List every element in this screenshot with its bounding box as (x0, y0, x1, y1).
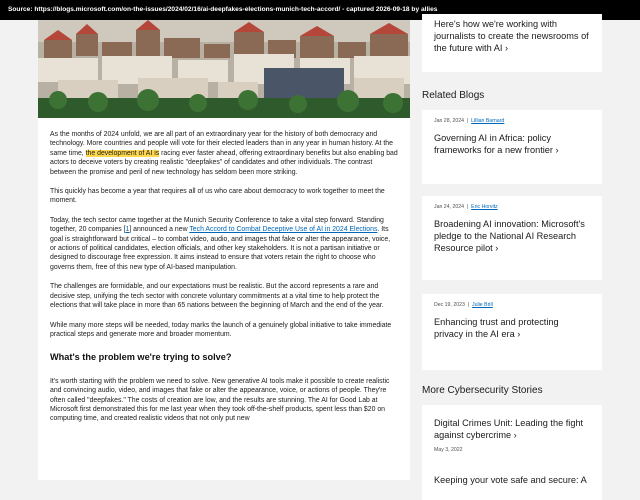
chevron-right-icon: › (513, 430, 517, 441)
reference-link[interactable]: 1 (125, 226, 130, 234)
card-title[interactable]: Keeping your vote safe and secure: A (434, 475, 587, 485)
card-title[interactable]: Enhancing trust and protecting privacy in the AI era (434, 317, 559, 340)
card-title[interactable]: Governing AI in Africa: policy frameworks for a new frontier (434, 133, 553, 156)
story-date: May 3, 2022 (434, 447, 463, 454)
author-link[interactable]: Lillian Barnard (471, 118, 505, 124)
related-blog-card[interactable]: Dec 19, 2023 | Julie Brill Enhancing trust and protecting privacy in the AI era › (422, 294, 602, 370)
highlighted-text: the development of AI is (85, 149, 160, 157)
card-title[interactable]: Digital Crimes Unit: Leading the fight against cybercrime (434, 418, 584, 441)
related-blog-card[interactable]: Jan 28, 2024 | Lillian Barnard Governing AI in Africa: policy frameworks for a new frontier › (422, 110, 602, 184)
paragraph: This quickly has become a year that requires all of us who care about democracy to work together to meet the moment. (50, 188, 385, 205)
paragraph: While many more steps will be needed, today marks the launch of a genuinely global initiative to take immediate practical steps and generate more and broader momentum. (50, 321, 392, 338)
chevron-right-icon: › (517, 329, 521, 340)
chevron-right-icon: › (495, 243, 499, 254)
story-card[interactable] (422, 470, 602, 500)
card-title[interactable]: Broadening AI innovation: Microsoft's pledge to the National AI Research Resource pilot (434, 219, 585, 254)
related-blogs-heading: Related Blogs (422, 90, 485, 101)
paragraph: Today, the tech sector came together at the Munich Security Conference to take a vital step forward. Standing together, 20 companies [1] announced a new Tech Accord to Combat Deceptive Use of AI in 2024 Elections. Its goal is straightforward but critical – to combat video, audio, and images that fake or alter the appearance, voice, or actions of political candidates, election officials, and other key stakeholders. It is not a partisan initiative or designed to discourage free expression. It aims instead to ensure that voters retain the right to choose who governs them, free of this new type of AI-based manipulation. (50, 216, 391, 271)
article-panel (38, 20, 410, 480)
author-link[interactable]: Eric Horvitz (471, 204, 498, 210)
more-stories-heading: More Cybersecurity Stories (422, 385, 543, 396)
related-blog-card[interactable]: Jan 24, 2024 | Eric Horvitz Broadening AI innovation: Microsoft's pledge to the National AI Research Resource pilot › (422, 196, 602, 280)
paragraph: As the months of 2024 unfold, we are all part of an extraordinary year for the history of both democracy and technology. More countries and people will vote for their elected leaders than in any year in human history. At the same time, the development of AI is racing ever faster ahead, offering extraordinary benefits but also enabling bad actors to deceive voters by creating realistic "deepfakes" of candidates and other individuals. The contrast between the promise and peril of new technology has seldom been more striking. (50, 131, 398, 176)
tech-accord-link[interactable]: Tech Accord to Combat Deceptive Use of AI in 2024 Elections (189, 226, 378, 234)
hero-image (38, 20, 410, 118)
top-story-card[interactable] (422, 14, 602, 72)
source-bar: Source: https://blogs.microsoft.com/on-the-issues/2024/02/16/ai-deepfakes-elections-munich-tech-accord/ - captured 2026-09-18 by allies (0, 0, 640, 20)
section-heading: What's the problem we're trying to solve? (50, 352, 232, 363)
article-body (38, 130, 410, 424)
paragraph: It's worth starting with the problem we need to solve. New generative AI tools make it possible to create realistic and convincing audio, video, and images that fake or alter the appearance, voice, or actions of people. They're often called "deepfakes." The costs of creation are low, and the results are stunning. The AI for Good Lab at Microsoft first demonstrated this for me last year when they took off-the-shelf products, spent less than $20 on computing time, and created realistic videos that not only put new (50, 377, 390, 423)
chevron-right-icon: › (505, 43, 509, 54)
card-title[interactable]: Here's how we're working with journalists to create the newsrooms of the future with AI (434, 19, 589, 54)
chevron-right-icon: › (555, 145, 559, 156)
author-link[interactable]: Julie Brill (472, 302, 493, 308)
paragraph: The challenges are formidable, and our expectations must be realistic. But the accord represents a rare and decisive step, unifying the tech sector with concrete voluntary commitments at a vital time to help protect the elections that will take place in more than 65 nations between the beginning of March and the end of the year. (50, 283, 384, 310)
